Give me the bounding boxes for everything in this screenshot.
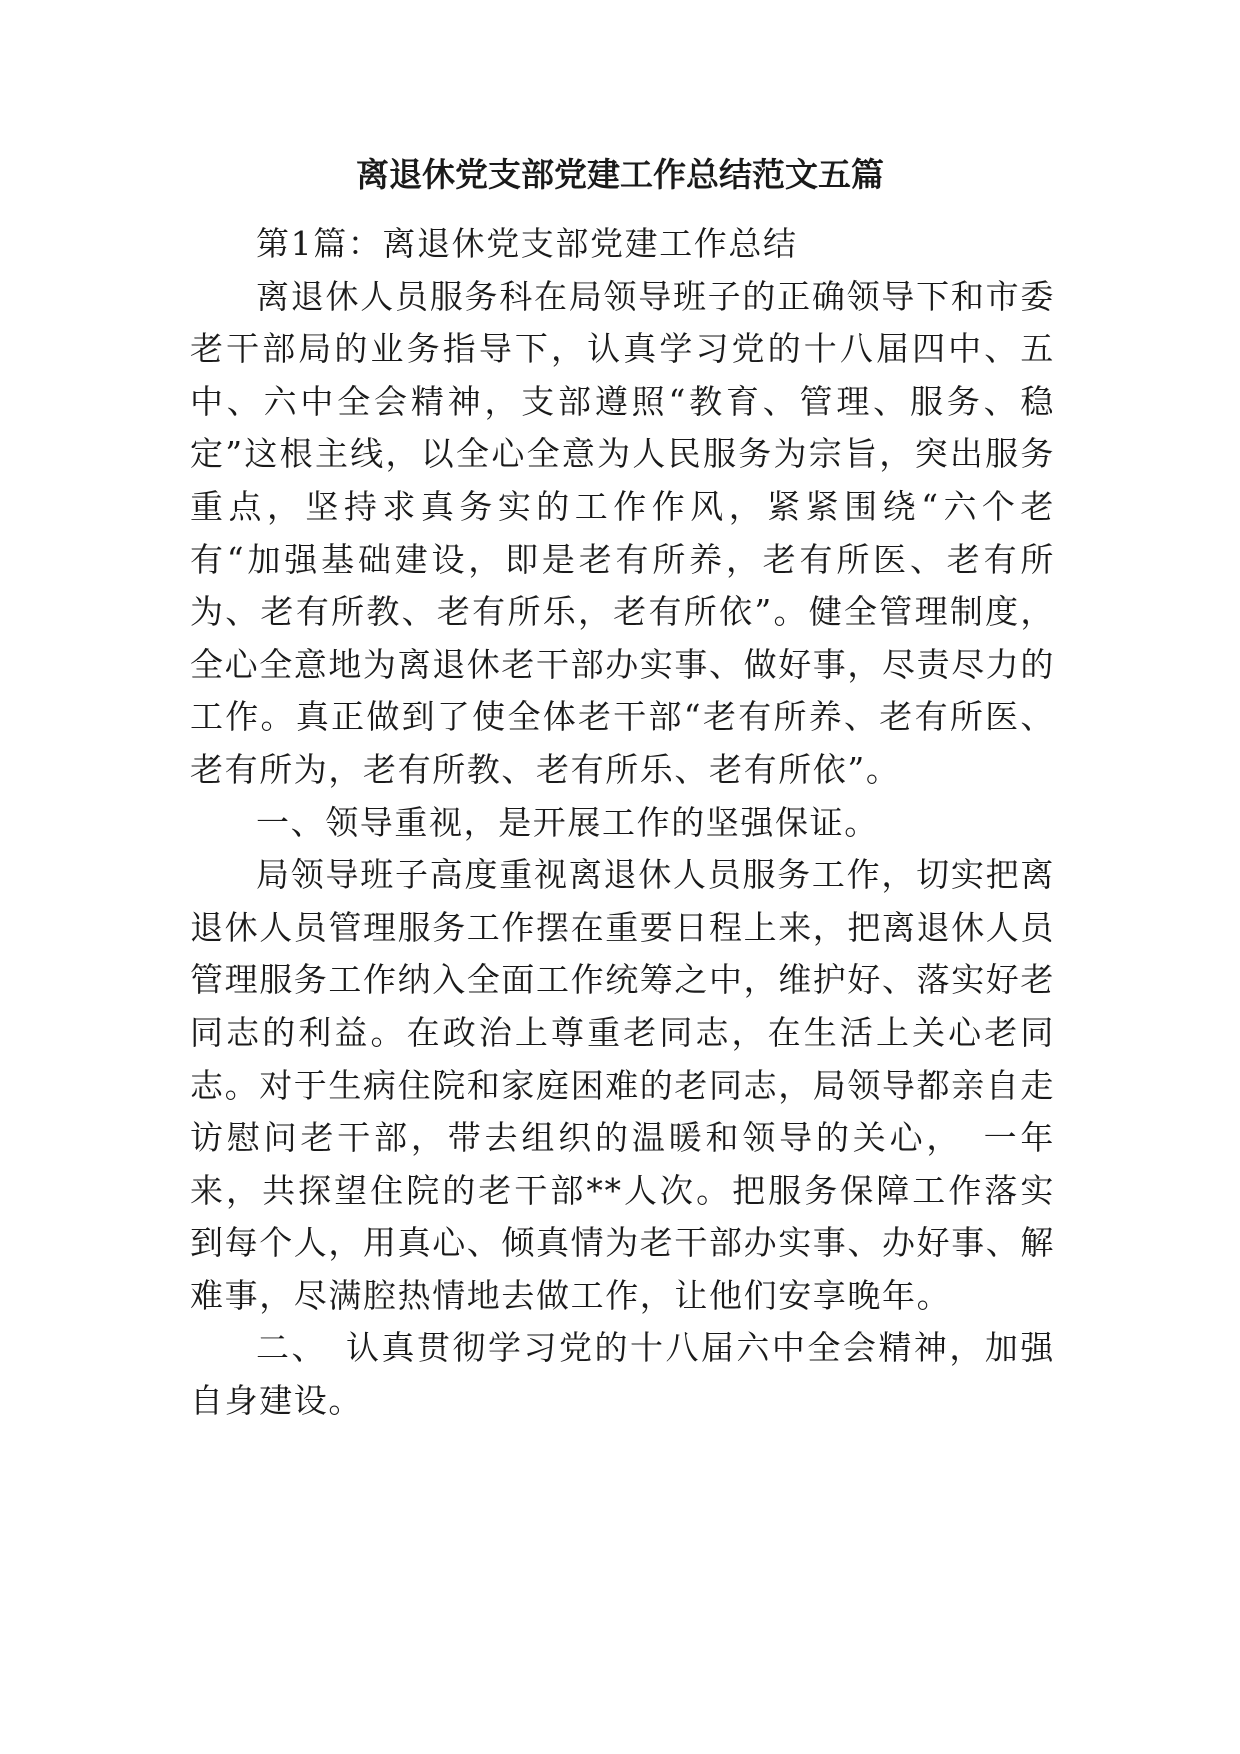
subheading-two: 二、 认真贯彻学习党的十八届六中全会精神，加强自身建设。 bbox=[190, 1328, 1055, 1421]
document-body bbox=[190, 218, 1055, 1428]
subheading-one: 一、领导重视，是开展工作的坚强保证。 bbox=[256, 802, 879, 842]
paragraph-intro: 离退休人员服务科在局领导班子的正确领导下和市委老干部局的业务指导下，认真学习党的十八届四中、五中、六中全会精神，支部遵照“教育、管理、服务、稳定”这根主线，以全心全意为人民服务为宗旨，突出服务重点，坚持求真务实的工作作风，紧紧围绕“六个老有“加强基础建设，即是老有所养，老有所医、老有所为、老有所教、老有所乐，老有所依”。健全管理制度，全心全意地为离退休老干部办实事、做好事，尽责尽力的工作。真正做到了使全体老干部“老有所养、老有所医、老有所为，老有所教、老有所乐、老有所依”。 bbox=[190, 276, 1055, 789]
document-title: 离退休党支部党建工作总结范文五篇 bbox=[356, 155, 884, 194]
section-heading-1: 第1篇：离退休党支部党建工作总结 bbox=[256, 224, 798, 263]
paragraph-leadership: 局领导班子高度重视离退休人员服务工作，切实把离退休人员管理服务工作摆在重要日程上来，把离退休人员管理服务工作纳入全面工作统筹之中，维护好、落实好老同志的利益。在政治上尊重老同志，在生活上关心老同志。对于生病住院和家庭困难的老同志，局领导都亲自走访慰问老干部，带去组织的温暖和领导的关心， 一年来，共探望住院的老干部**人次。把服务保障工作落实到每个人，用真心、倾真情为老干部办实事、办好事、解难事，尽满腔热情地去做工作，让他们安享晚年。 bbox=[190, 855, 1055, 1315]
